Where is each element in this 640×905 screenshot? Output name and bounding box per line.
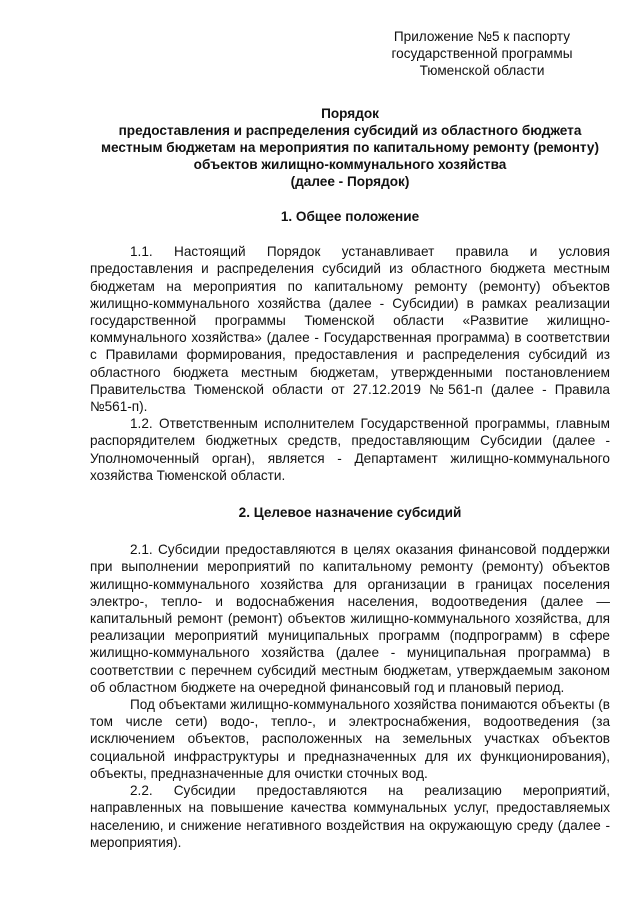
paragraph: 2.2. Субсидии предоставляются на реализацию мероприятий, направленных на повышение качества коммунальных услуг, предоставляемых населению, и снижение негативного воздействия на окружающую среду (далее - мероприятия). <box>90 783 610 850</box>
title-line: предоставления и распределения субсидий из областного бюджета <box>118 123 582 138</box>
appendix-line: Приложение №5 к паспорту <box>393 29 571 44</box>
paragraph: 1.2. Ответственным исполнителем Государственной программы, главным распорядителем бюджетных средств, предоставляющим Субсидии (далее - Уполномоченный орган), является - Департамент жилищно-коммунального хозяйства Тюменской области. <box>90 416 610 483</box>
document-title <box>90 105 610 190</box>
section-heading: 2. Целевое назначение субсидий <box>238 505 462 521</box>
appendix-note <box>388 28 576 79</box>
section-heading: 1. Общее положение <box>280 209 420 224</box>
title-line: объектов жилищно-коммунального хозяйства <box>193 157 507 172</box>
paragraph: 2.1. Субсидии предоставляются в целях оказания финансовой поддержки при выполнении мероприятий по капитальному ремонту (ремонту) объектов жилищно-коммунального хозяйства для организации в границах поселения электро-, тепло- и водоснабжения населения, водоотведения (далее — капитальный ремонт (ремонт) объектов жилищно-коммунального хозяйства, для реализации мероприятий муниципальных программ (подпрограмм) в сфере жилищно-коммунального хозяйства (далее - муниципальная программа) в соответствии с перечнем субсидий местным бюджетам, утверждаемым законом об областном бюджете на очередной финансовый год и плановый период. <box>90 542 610 695</box>
paragraph: Под объектами жилищно-коммунального хозяйства понимаются объекты (в том числе сети) водо-, тепло-, и электроснабжения, водоотведения (за исключением объектов, расположенных на земельных участках объектов социальной инфраструктуры и предназначенных для их функционирования), объекты, предназначенные для очистки сточных вод. <box>90 697 610 781</box>
title-line: Порядок <box>321 106 379 121</box>
title-line: местным бюджетам на мероприятия по капитальному ремонту (ремонту) <box>100 140 600 155</box>
title-line: (далее - Порядок) <box>290 174 410 189</box>
appendix-line: Тюменской области <box>419 63 545 78</box>
paragraph: 1.1. Настоящий Порядок устанавливает правила и условия предоставления и распределения субсидий из областного бюджета местным бюджетам на мероприятия по капитальному ремонту (ремонту) объектов жилищно-коммунального хозяйства (далее - Субсидии) в рамках реализации государственной программы Тюменской области «Развитие жилищно-коммунального хозяйства» (далее - Государственная программа) в соответствии с Правилами формирования, предоставления и распределения субсидий из областного бюджета местным бюджетам, утвержденными постановлением Правительства Тюменской области от 27.12.2019 №561-п (далее - Правила №561-п). <box>90 244 610 415</box>
appendix-line: государственной программы <box>391 46 573 61</box>
